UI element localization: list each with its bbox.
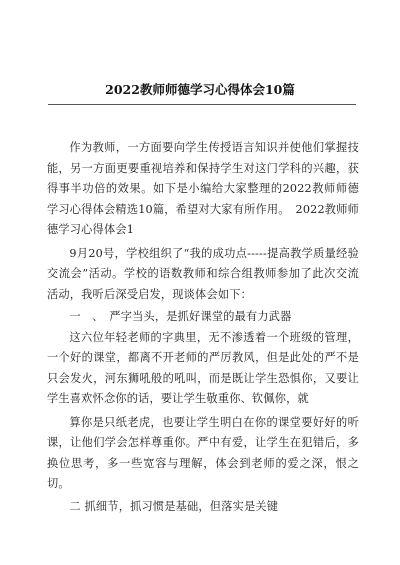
section-heading-2: 二 抓细节，抓习惯是基础，但落实是关键 xyxy=(69,499,279,513)
document-body xyxy=(47,138,359,517)
paragraph-intro: 作为教师，一方面要向学生传授语言知识并使他们掌握技能，另一方面更要重视培养和保持学生对这门学科的兴趣，获得事半功倍的效果。如下是小编给大家整理的2022教师师德学习心得体会精选10篇，希望对大家有所作用。 2022教师师德学习心得体会1 xyxy=(47,141,359,236)
document-title: 2022教师师德学习心得体会10篇 xyxy=(105,82,295,97)
paragraph-strictness: 这六位年轻老师的字典里，无不渗透着一个班级的管理，一个好的课堂，都离不开老师的严厉教风，但是此处的严不是只会发火，河东狮吼般的吼叫，而是既让学生恐惧你，又要让学生喜欢怀念你的话，要让学生敬重你、钦佩你，就 xyxy=(47,330,359,405)
title-divider xyxy=(48,104,356,105)
paragraph-event: 9月20号，学校组织了“我的成功点-----提高教学质量经验交流会”活动。学校的语数教师和综合组教师参加了此次交流活动，我听后深受启发，现谈体会如下： xyxy=(47,246,359,301)
paragraph-respect: 算你是只纸老虎，也要让学生明白在你的课堂要好好的听课，让他们学会怎样尊重你。严中有爱，让学生在犯错后，多换位思考，多一些宽容与理解，体会到老师的爱之深，恨之切。 xyxy=(47,415,359,490)
section-heading-1: 一 、 严字当头，是抓好课堂的最有力武器 xyxy=(69,310,292,323)
